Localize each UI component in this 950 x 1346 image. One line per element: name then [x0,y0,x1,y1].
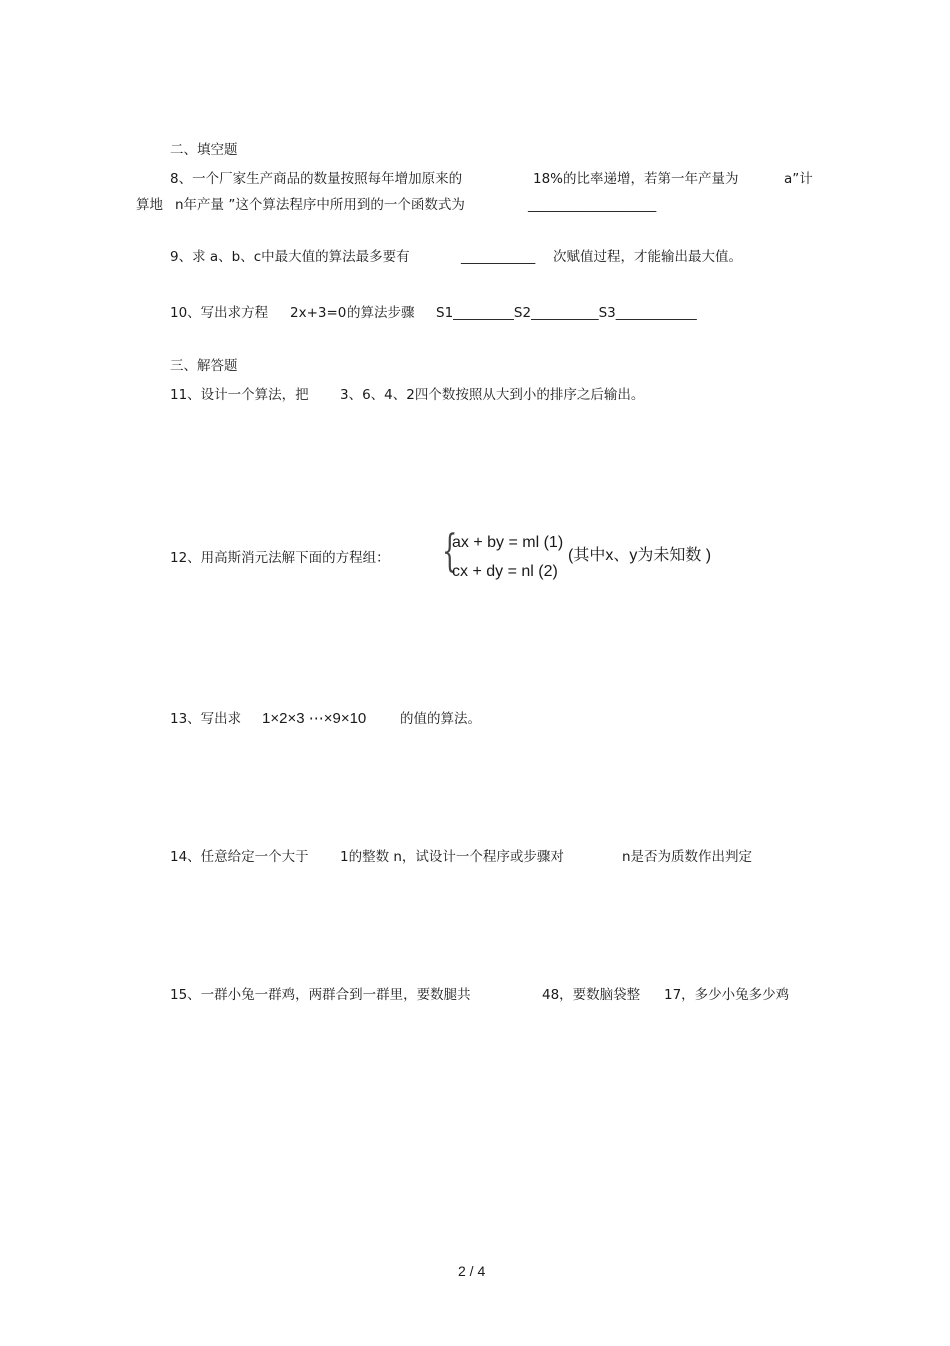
section-3-heading: 三、解答题 [170,358,238,374]
q8-text-4: 算地 [136,197,163,213]
q11-text-1: 11、设计一个算法，把 [170,387,309,403]
q8-answer-blank: ___________________ [528,197,657,213]
q12-equation-2: cx + dy = nl (2) [452,563,558,580]
q15-text-1: 15、一群小兔一群鸡，两群合到一群里，要数腿共 [170,987,471,1003]
q9-text-2: 次赋值过程，才能输出最大值。 [553,249,742,265]
q14-text-3: n是否为质数作出判定 [622,849,753,865]
q15-text-3: 17，多少小兔多少鸡 [664,987,790,1003]
q13-text-2: 的值的算法。 [400,711,481,727]
q13-expression: 1×2×3 ⋯×9×10 [262,710,367,727]
q13-text-1: 13、写出求 [170,711,242,727]
q8-text-3: a”计 [784,171,813,187]
q15-text-2: 48，要数脑袋整 [542,987,641,1003]
q12-text: 12、用高斯消元法解下面的方程组： [170,550,390,566]
q8-text-2: 18%的比率递增，若第一年产量为 [533,171,739,187]
q14-text-2: 1的整数 n，试设计一个程序或步骤对 [340,849,564,865]
page-number: 2 / 4 [458,1263,486,1279]
q12-equation-1: ax + by = ml (1) [452,534,564,551]
q10-text-1: 10、写出求方程 [170,305,269,321]
q14-text-1: 14、任意给定一个大于 [170,849,309,865]
q10-steps-blanks: S1_________S2__________S3____________ [436,305,697,321]
q8-text-5: n年产量 ”这个算法程序中所用到的一个函数式为 [175,197,465,213]
q12-note: (其中x、y为未知数 ) [568,547,712,564]
q8-text-1: 8、一个厂家生产商品的数量按照每年增加原来的 [170,171,463,187]
section-2-heading: 二、填空题 [170,142,238,158]
left-brace-icon: { [442,526,458,577]
q11-text-2: 3、6、4、2四个数按照从大到小的排序之后输出。 [340,387,645,403]
q10-text-2: 的算法步骤 [347,305,415,321]
q9-answer-blank: ___________ [461,249,536,265]
q9-text-1: 9、求 a、b、c中最大值的算法最多要有 [170,249,410,265]
q10-equation: 2x+3=0 [290,305,347,321]
